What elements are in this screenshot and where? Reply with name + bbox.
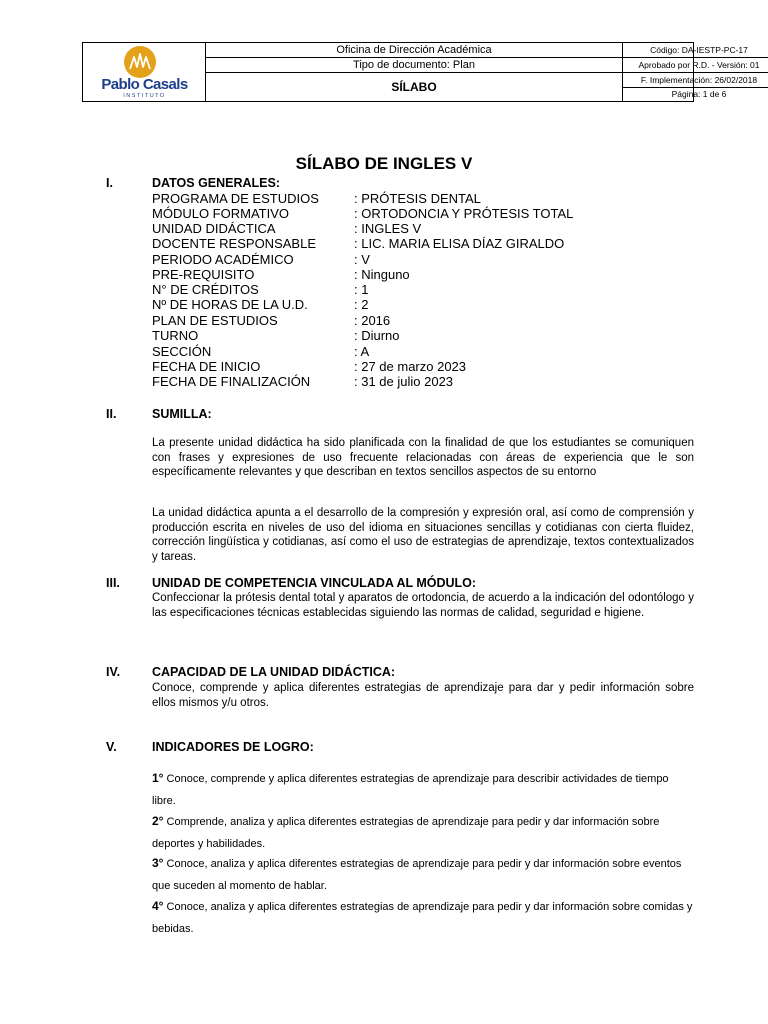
general-data-label: PRE-REQUISITO bbox=[152, 267, 255, 282]
general-data-value: : ORTODONCIA Y PRÓTESIS TOTAL bbox=[354, 206, 574, 221]
indicator-number: 1° bbox=[152, 771, 164, 785]
header-middle-column bbox=[206, 43, 623, 101]
general-data-value: : 27 de marzo 2023 bbox=[354, 359, 467, 374]
implementation-date: F. Implementación: 26/02/2018 bbox=[623, 73, 768, 88]
page-number: Página: 1 de 6 bbox=[671, 89, 727, 99]
header-right-column bbox=[623, 43, 768, 101]
sumilla-paragraph: La unidad didáctica apunta a el desarrollo de la compresión y expresión oral, así como de comprensión y producción escrita en niveles de uso del idioma en situaciones sencillas y cotidianas con cierta fluidez, corrección lingüística y cotidianas, así como el uso de estrategias de aprendizaje, textos contextualizados y tareas. bbox=[152, 507, 694, 563]
general-data-value: : V bbox=[354, 252, 370, 267]
general-data-label: SECCIÓN bbox=[152, 344, 212, 359]
institute-logo-icon bbox=[123, 45, 157, 79]
page-title: SÍLABO DE INGLES V bbox=[295, 154, 473, 173]
general-data-value: : A bbox=[354, 344, 370, 359]
section-title-capacidad: CAPACIDAD DE LA UNIDAD DIDÁCTICA: bbox=[152, 665, 396, 679]
document-header-table bbox=[82, 42, 760, 102]
general-data-value: : 1 bbox=[354, 282, 369, 297]
section-number: I. bbox=[106, 176, 113, 190]
general-data-value: : LIC. MARIA ELISA DÍAZ GIRALDO bbox=[354, 236, 565, 251]
general-data-label: PROGRAMA DE ESTUDIOS bbox=[152, 191, 319, 206]
general-data-value: : 2016 bbox=[354, 313, 391, 328]
sumilla-paragraph: La presente unidad didáctica ha sido planificada con la finalidad de que los estudiantes se comuniquen con frases y expresiones de uso frecuente relacionadas con áreas de experiencia que le son específicamente relevantes y que describan en textos sencillos aspectos de su entorno bbox=[152, 437, 694, 478]
indicator-text: Conoce, analiza y aplica diferentes estrategias de aprendizaje para pedir y dar información sobre comidas y bebidas. bbox=[152, 901, 693, 935]
indicator-item bbox=[152, 810, 694, 855]
logo-cell bbox=[83, 43, 206, 101]
general-data-label: PERIODO ACADÉMICO bbox=[152, 252, 294, 267]
indicator-item bbox=[152, 895, 694, 940]
document-code: Código: DA-IESTP-PC-17 bbox=[623, 43, 768, 58]
general-data-value: : PRÓTESIS DENTAL bbox=[354, 191, 481, 206]
competencia-paragraph: Confeccionar la prótesis dental total y aparatos de ortodoncia, de acuerdo a la indicación del odontólogo y las especificaciones técnicas establecidas siguiendo las normas de calidad, seguridad e higiene. bbox=[152, 592, 694, 619]
general-data-value: : 2 bbox=[354, 297, 369, 312]
general-data-label: MÓDULO FORMATIVO bbox=[152, 206, 289, 221]
indicator-text: Comprende, analiza y aplica diferentes estrategias de aprendizaje para pedir y dar información sobre deportes y habilidades. bbox=[152, 816, 660, 850]
section-title-datos-generales: DATOS GENERALES: bbox=[152, 176, 281, 190]
capacidad-paragraph: Conoce, comprende y aplica diferentes estrategias de aprendizaje para dar y pedir información sobre ellos mismos y/u otros. bbox=[152, 682, 694, 709]
document-name: SÍLABO bbox=[391, 80, 437, 94]
section-number: IV. bbox=[106, 665, 121, 679]
general-data-label: FECHA DE FINALIZACIÓN bbox=[152, 374, 311, 389]
general-data-value: : INGLES V bbox=[354, 221, 422, 236]
section-title-sumilla: SUMILLA: bbox=[152, 407, 212, 421]
general-data-label: N° DE CRÉDITOS bbox=[152, 282, 259, 297]
section-number: V. bbox=[106, 740, 117, 754]
approval-version: Aprobado por R.D. - Versión: 01 bbox=[623, 58, 768, 73]
section-number: III. bbox=[106, 576, 120, 590]
general-data-label: TURNO bbox=[152, 328, 199, 343]
indicator-number: 4° bbox=[152, 899, 164, 913]
document-type: Tipo de documento: Plan bbox=[206, 58, 622, 73]
indicator-item bbox=[152, 852, 694, 897]
general-data-label: FECHA DE INICIO bbox=[152, 359, 261, 374]
indicator-item bbox=[152, 767, 694, 812]
section-title-unidad-competencia: UNIDAD DE COMPETENCIA VINCULADA AL MÓDULO: bbox=[152, 576, 477, 590]
general-data-value: : 31 de julio 2023 bbox=[354, 374, 454, 389]
indicator-number: 2° bbox=[152, 814, 164, 828]
indicator-text: Conoce, comprende y aplica diferentes estrategias de aprendizaje para describir actividades de tiempo libre. bbox=[152, 773, 669, 807]
general-data-value: : Ninguno bbox=[354, 267, 410, 282]
logo-name: Pablo Casals bbox=[101, 76, 188, 93]
general-data-label: Nº DE HORAS DE LA U.D. bbox=[152, 297, 308, 312]
indicator-number: 3° bbox=[152, 856, 164, 870]
general-data-value: : Diurno bbox=[354, 328, 400, 343]
general-data-label: PLAN DE ESTUDIOS bbox=[152, 313, 278, 328]
office-name: Oficina de Dirección Académica bbox=[206, 43, 622, 58]
general-data-label: UNIDAD DIDÁCTICA bbox=[152, 221, 276, 236]
section-title-indicadores: INDICADORES DE LOGRO: bbox=[152, 740, 314, 754]
logo-subtitle: INSTITUTO bbox=[123, 93, 166, 99]
general-data-label: DOCENTE RESPONSABLE bbox=[152, 236, 316, 251]
section-number: II. bbox=[106, 407, 117, 421]
indicator-text: Conoce, analiza y aplica diferentes estrategias de aprendizaje para pedir y dar información sobre eventos que suceden al momento de hablar. bbox=[152, 858, 682, 892]
